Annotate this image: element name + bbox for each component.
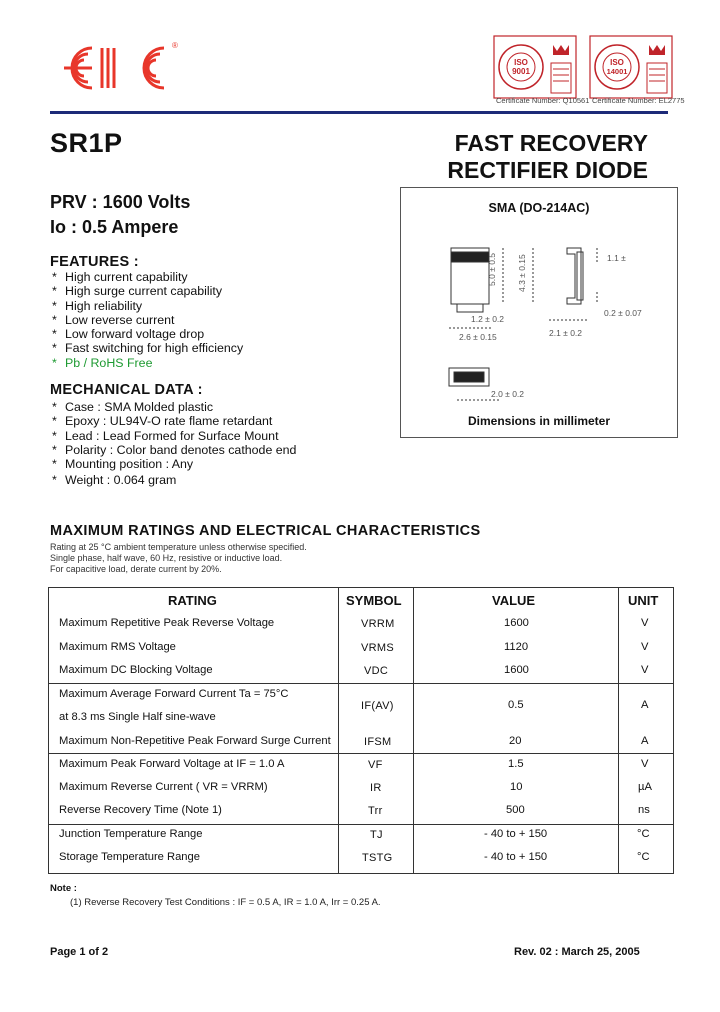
dim-label: 0.2 ± 0.07 — [604, 308, 642, 318]
table-row-rating: Maximum RMS Voltage — [59, 641, 176, 653]
registered-mark: ® — [172, 41, 178, 50]
rohs-item: * Pb / RoHS Free — [52, 356, 243, 370]
svg-text:9001: 9001 — [512, 67, 530, 76]
certificate-caption-14001: Certificate Number: EL2775 — [592, 96, 685, 105]
dim-label: 1.1 ± — [607, 253, 626, 263]
table-row-rating: Maximum Non-Repetitive Peak Forward Surge Current — [59, 735, 331, 747]
part-number: SR1P — [50, 128, 123, 158]
revision-date: Rev. 02 : March 25, 2005 — [514, 946, 640, 958]
table-row-rating-line-2: at 8.3 ms Single Half sine-wave — [59, 711, 216, 723]
table-row-unit: °C — [637, 828, 650, 840]
iso-9001-certificate — [493, 35, 577, 101]
table-row-unit: V — [641, 641, 649, 653]
dim-label: 5.0 ± 0.5 — [487, 252, 497, 286]
mechanical-list — [52, 400, 296, 488]
eic-logo — [58, 40, 188, 96]
col-header-rating: RATING — [168, 593, 217, 608]
table-row-rating: Maximum DC Blocking Voltage — [59, 664, 213, 676]
spec-io: Io : 0.5 Ampere — [50, 217, 179, 237]
ratings-table — [48, 587, 674, 874]
list-item: * Case : SMA Molded plastic — [52, 400, 296, 414]
page-number: Page 1 of 2 — [50, 946, 109, 958]
svg-text:14001: 14001 — [606, 67, 628, 76]
table-row-rating: Maximum Peak Forward Voltage at IF = 1.0 A — [59, 758, 285, 770]
list-item: * High current capability — [52, 270, 243, 284]
list-item: * Lead : Lead Formed for Surface Mount — [52, 429, 296, 443]
table-row-rating: Maximum Average Forward Current Ta = 75°C — [59, 688, 289, 700]
condition-line: Rating at 25 °C ambient temperature unless otherwise specified. — [50, 542, 307, 552]
table-row-value: 500 — [506, 804, 525, 816]
table-row-value: 1600 — [504, 617, 529, 629]
col-header-unit: UNIT — [628, 593, 659, 608]
table-row-value: 1.5 — [508, 758, 524, 770]
table-row-unit: µA — [638, 781, 652, 793]
product-title-line-2: RECTIFIER DIODE — [447, 157, 648, 183]
spec-prv: PRV : 1600 Volts — [50, 192, 191, 212]
table-row-value: 1120 — [504, 641, 529, 653]
list-item: * Mounting position : Any — [52, 457, 296, 471]
table-row-value: 20 — [509, 735, 522, 747]
list-item: * High surge current capability — [52, 284, 243, 298]
svg-text:ISO: ISO — [610, 58, 624, 67]
table-row-symbol: Trr — [368, 805, 383, 817]
table-row-symbol: VRMS — [361, 642, 394, 654]
list-item: * Low forward voltage drop — [52, 327, 243, 341]
table-row-rating: Storage Temperature Range — [59, 851, 200, 863]
table-row-value: 0.5 — [508, 699, 524, 711]
condition-line: Single phase, half wave, 60 Hz, resistive or inductive load. — [50, 553, 283, 563]
table-row-symbol: TJ — [370, 829, 383, 841]
dimensions-caption: Dimensions in millimeter — [467, 414, 611, 428]
iso-14001-certificate — [589, 35, 673, 101]
table-row-symbol: TSTG — [362, 852, 393, 864]
table-row-symbol: IR — [370, 782, 382, 794]
table-row-symbol: IF(AV) — [361, 700, 394, 712]
table-row-rating: Maximum Repetitive Peak Reverse Voltage — [59, 617, 275, 629]
table-row-value: 10 — [510, 781, 523, 793]
note-text: (1) Reverse Recovery Test Conditions : IF = 0.5 A, IR = 1.0 A, Irr = 0.25 A. — [70, 897, 381, 908]
table-row-symbol: IFSM — [364, 736, 392, 748]
dim-label: 2.0 ± 0.2 — [491, 389, 525, 399]
certificate-caption-9001: Certificate Number: Q10561 — [496, 96, 590, 105]
condition-line: For capacitive load, derate current by 20%. — [50, 564, 222, 574]
svg-text:ISO: ISO — [514, 58, 528, 67]
ratings-heading: MAXIMUM RATINGS AND ELECTRICAL CHARACTERISTICS — [50, 523, 481, 539]
table-row-symbol: VRRM — [361, 618, 395, 630]
package-outline-drawing — [401, 188, 677, 437]
table-row-symbol: VDC — [364, 665, 389, 677]
table-row-unit: A — [641, 735, 649, 747]
table-row-rating: Maximum Reverse Current ( VR = VRRM) — [59, 781, 268, 793]
note-heading: Note : — [50, 883, 77, 894]
col-header-value: VALUE — [492, 593, 536, 608]
dim-label: 4.3 ± 0.15 — [517, 254, 527, 292]
table-row-value: - 40 to + 150 — [484, 828, 548, 840]
table-row-value: 1600 — [504, 664, 529, 676]
list-item: * Polarity : Color band denotes cathode end — [52, 443, 296, 457]
mechanical-heading: MECHANICAL DATA : — [50, 382, 203, 398]
table-row-unit: A — [641, 699, 649, 711]
product-title-line-1: FAST RECOVERY — [454, 130, 648, 156]
rating-conditions — [50, 542, 307, 575]
table-row-rating: Junction Temperature Range — [59, 828, 203, 840]
table-row-unit: V — [641, 758, 649, 770]
package-drawing-box — [400, 187, 678, 438]
table-row-unit: °C — [637, 851, 650, 863]
list-item: * Fast switching for high efficiency — [52, 341, 243, 355]
features-heading: FEATURES : — [50, 254, 139, 270]
list-item: * High reliability — [52, 299, 243, 313]
list-item: * Low reverse current — [52, 313, 243, 327]
header-rule — [50, 111, 668, 114]
table-row-rating: Reverse Recovery Time (Note 1) — [59, 804, 222, 816]
col-header-symbol: SYMBOL — [346, 593, 402, 608]
list-item: * Weight : 0.064 gram — [52, 473, 296, 487]
dim-label: 2.1 ± 0.2 — [549, 328, 583, 338]
table-row-value: - 40 to + 150 — [484, 851, 548, 863]
dim-label: 1.2 ± 0.2 — [471, 314, 505, 324]
table-row-symbol: VF — [368, 759, 383, 771]
table-row-unit: V — [641, 617, 649, 629]
package-title: SMA (DO-214AC) — [488, 201, 590, 215]
list-item: * Epoxy : UL94V-O rate flame retardant — [52, 414, 296, 428]
features-list — [52, 270, 243, 370]
table-row-unit: V — [641, 664, 649, 676]
dim-label: 2.6 ± 0.15 — [459, 332, 497, 342]
table-row-unit: ns — [638, 804, 650, 816]
